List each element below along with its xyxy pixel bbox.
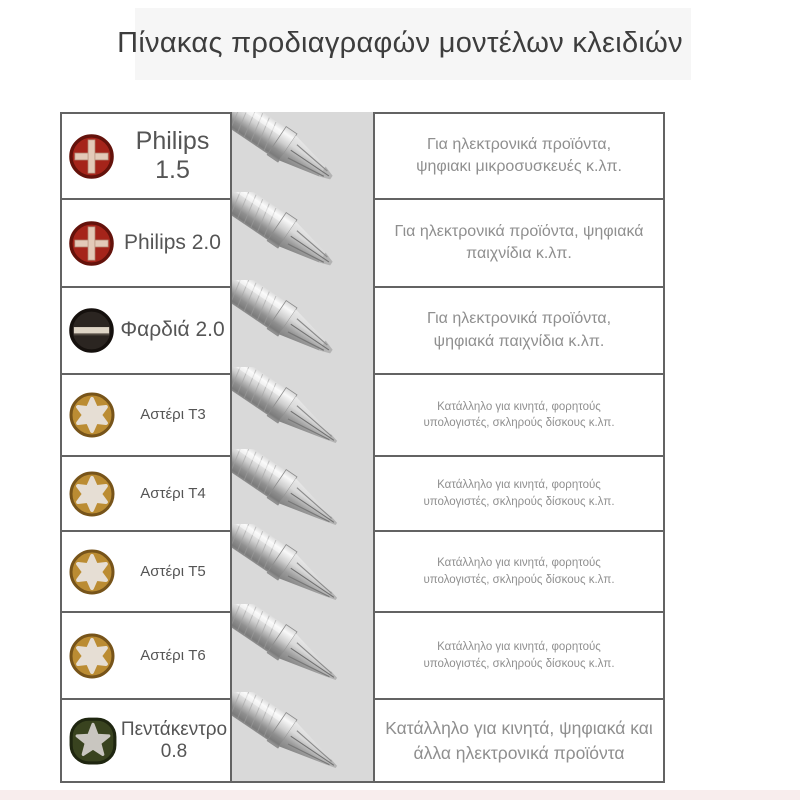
use-cell [373,288,665,375]
model-cell [60,375,232,457]
model-label: Αστέρι T3 [140,406,206,424]
flathead-icon [68,307,115,354]
model-cell [60,532,232,613]
model-cell [60,613,232,700]
model-label: Αστέρι T6 [140,646,206,664]
torx-icon [68,391,116,439]
model-description: Για ηλεκτρονικά προϊόντα, ψηφιακά παιχνίδια κ.λπ. [426,310,612,350]
model-label: Philips 2.0 [124,230,221,254]
model-label: Αστέρι T4 [140,484,206,502]
use-cell [373,112,665,200]
pentalobe-icon [68,716,118,766]
bottom-pink-band [0,790,800,800]
use-cell [373,457,665,532]
model-label: Φαρδιά 2.0 [120,318,225,342]
use-cell [373,700,665,783]
model-description: Κατάλληλο για κινητά, φορητούς υπολογιστές, σκληρούς δίσκους κ.λπ. [423,557,615,586]
model-label: Πεντάκεντρο 0.8 [120,718,228,762]
model-label: Αστέρι T5 [140,562,206,580]
model-description: Κατάλληλο για κινητά, φορητούς υπολογιστές, σκληρούς δίσκους κ.λπ. [423,479,615,508]
bit-photo-strip [232,112,373,783]
model-description: Κατάλληλο για κινητά, φορητούς υπολογιστές, σκληρούς δίσκους κ.λπ. [423,400,615,429]
model-description: Κατάλληλο για κινητά, φορητούς υπολογιστές, σκληρούς δίσκους κ.λπ. [423,641,615,670]
philips-icon [68,220,115,267]
torx-icon [68,632,116,680]
model-description: Κατάλληλο για κινητά, ψηφιακά και άλλα ηλεκτρονικά προϊόντα [385,718,653,763]
torx-icon [68,548,116,596]
model-label: Philips 1.5 [135,127,210,184]
use-cell [373,200,665,288]
use-cell [373,532,665,613]
bit-image [232,692,373,783]
page-title: Πίνακας προδιαγραφών μοντέλων κλειδιών [117,27,683,59]
model-cell [60,288,232,375]
model-cell [60,457,232,532]
philips-icon [68,133,115,180]
model-cell [60,700,232,783]
model-cell [60,112,232,200]
model-cell [60,200,232,288]
spec-table [60,112,665,783]
model-description: Για ηλεκτρονικά προϊόντα, ψηφιακι μικροσυσκευές κ.λπ. [416,135,622,175]
use-cell [373,375,665,457]
use-cell [373,613,665,700]
torx-icon [68,470,116,518]
model-description: Για ηλεκτρονικά προϊόντα, ψηφιακά παιχνίδια κ.λπ. [394,222,644,262]
